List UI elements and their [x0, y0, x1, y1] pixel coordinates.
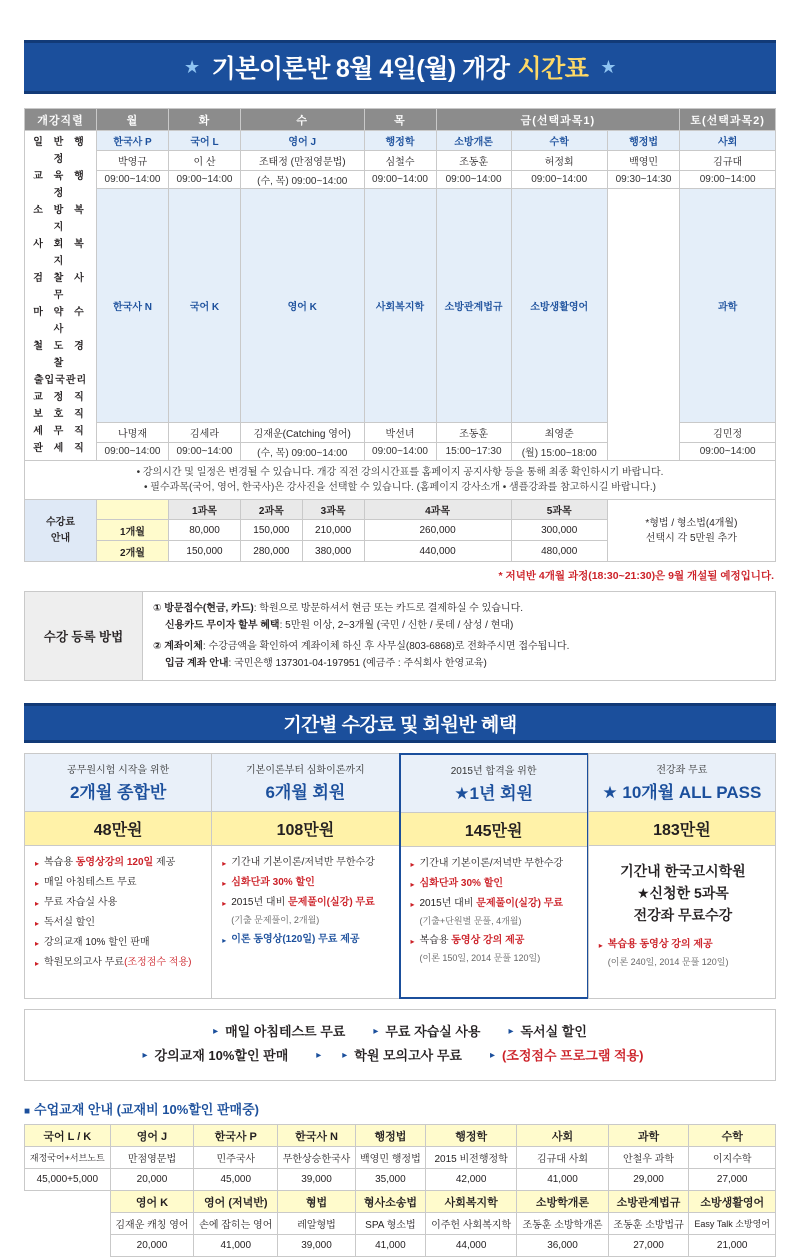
time-cell: 09:30~14:30 — [607, 171, 680, 189]
subject-cell: 국어 L — [169, 131, 241, 151]
left-item-0: 일 반 행 정 — [33, 137, 88, 165]
fee-value: 210,000 — [302, 520, 364, 541]
time-cell: 09:00~14:00 — [680, 171, 776, 189]
left-item-5: 마 약 수 사 — [33, 307, 88, 335]
teacher-cell: 조동훈 — [436, 151, 511, 171]
book-price: 41,000 — [517, 1169, 608, 1191]
time-cell: 09:00~14:00 — [680, 443, 776, 461]
book-header: 사회 — [517, 1125, 608, 1147]
book-price: 27,000 — [608, 1235, 689, 1257]
plan-item-sub: (기출 문제풀이, 2개월) — [231, 915, 320, 925]
subject-cell: 영어 K — [241, 189, 365, 423]
schedule-header-row — [25, 109, 776, 131]
benefit-item-note: ▸ (조정점수 프로그램 적용) — [490, 1048, 643, 1063]
subject-cell: 사회복지학 — [364, 189, 436, 423]
book-header: 한국사 P — [194, 1125, 278, 1147]
plan-header — [212, 754, 398, 811]
subject-cell: 국어 K — [169, 189, 241, 423]
star-icon-right: ★ — [600, 56, 617, 77]
plan-item: ▸ 매일 아침테스트 무료 — [35, 874, 203, 892]
time-cell: 09:00~14:00 — [436, 171, 511, 189]
schedule-header-0: 개강직렬 — [25, 109, 97, 131]
fee-row-name: 2개월 — [97, 541, 169, 562]
time-cell: 09:00~14:00 — [169, 171, 241, 189]
fee-corner — [97, 500, 169, 520]
subject-cell: 행정학 — [364, 131, 436, 151]
teacher-cell: 이 산 — [169, 151, 241, 171]
schedule-row-subject-2 — [25, 189, 776, 423]
banner-text-1: 기본이론반 — [211, 55, 330, 83]
schedule-notes-row — [25, 461, 776, 500]
register-body — [143, 592, 776, 681]
book-header: 형법 — [278, 1191, 356, 1213]
schedule-notes — [25, 461, 776, 500]
plan-card-6month[interactable] — [211, 753, 399, 999]
teacher-cell: 조태정 (만점영문법) — [241, 151, 365, 171]
books-header-row-2 — [25, 1191, 776, 1213]
book-header-empty — [25, 1191, 111, 1213]
books-name-row-2 — [25, 1213, 776, 1235]
book-name: 김규대 사회 — [517, 1147, 608, 1169]
book-price: 39,000 — [278, 1169, 356, 1191]
plan-card-1year[interactable] — [399, 753, 589, 999]
book-price: 45,000 — [194, 1169, 278, 1191]
benefit-item: ▸ 무료 자습실 사용 — [373, 1020, 480, 1044]
schedule-row-subject-1 — [25, 131, 776, 151]
time-cell: 09:00~14:00 — [364, 171, 436, 189]
book-name-empty — [25, 1213, 111, 1235]
schedule-header-1: 월 — [97, 109, 169, 131]
book-name: 2015 비전행정학 — [425, 1147, 516, 1169]
book-header: 영어 (저녁반) — [194, 1191, 278, 1213]
book-name: 조동훈 소방법규 — [608, 1213, 689, 1235]
register-line-3-body: : 수강금액을 확인하여 계좌이체 하신 후 사무실(803-6868)로 전화주시면 접수됩니다. — [202, 641, 570, 652]
square-bullet-icon: ■ — [24, 1106, 31, 1117]
book-price: 21,000 — [689, 1235, 776, 1257]
plan-price: 183만원 — [589, 811, 775, 846]
subject-cell: 소방생활영어 — [511, 189, 607, 423]
fee-col-1: 1과목 — [169, 500, 241, 520]
books-price-row-2 — [25, 1235, 776, 1257]
register-label: 수강 등록 방법 — [25, 592, 143, 681]
left-item-8: 교 정 직 — [33, 392, 88, 403]
benefits-row-1 — [25, 1020, 775, 1044]
book-header: 행정학 — [425, 1125, 516, 1147]
schedule-header-2: 화 — [169, 109, 241, 131]
book-header: 소방학개론 — [517, 1191, 608, 1213]
book-price: 29,000 — [608, 1169, 689, 1191]
fee-value: 280,000 — [241, 541, 303, 562]
time-cell: 09:00~14:00 — [169, 443, 241, 461]
fee-side-note — [607, 500, 775, 562]
schedule-header-4: 목 — [364, 109, 436, 131]
plan-item: ▸ 독서실 할인 — [35, 914, 203, 932]
plan-title: 2개월 종합반 — [69, 783, 167, 802]
schedule-row-teacher-1 — [25, 151, 776, 171]
benefits-row-2 — [25, 1044, 775, 1068]
fee-value: 150,000 — [169, 541, 241, 562]
fee-col-3: 3과목 — [302, 500, 364, 520]
book-name: 김재운 캐칭 영어 — [110, 1213, 194, 1235]
book-name: 민주국사 — [194, 1147, 278, 1169]
section3-title — [24, 1099, 776, 1118]
book-header: 한국사 N — [278, 1125, 356, 1147]
left-item-6: 철 도 경 찰 — [33, 341, 88, 369]
time-cell: 09:00~14:00 — [364, 443, 436, 461]
benefit-item: ▸ 매일 아침테스트 무료 — [213, 1020, 345, 1044]
register-line-4-title: 입금 계좌 안내 — [165, 658, 229, 669]
plan-body — [212, 846, 398, 996]
benefit-item: ▸ 강의교재 10%할인 판매 — [143, 1044, 289, 1068]
left-item-4: 검 찰 사 무 — [33, 273, 88, 301]
plan-title: ★1년 회원 — [454, 784, 533, 803]
plan-item: ▸ 심화단과 30% 할인 — [411, 875, 579, 893]
book-name: SPA 형소법 — [355, 1213, 425, 1235]
plan-subtitle: 전강좌 무료 — [656, 765, 708, 776]
register-line-2-body: : 5만원 이상, 2~3개월 (국민 / 신한 / 롯데 / 삼성 / 현대) — [279, 620, 514, 631]
left-item-1: 교 육 행 정 — [33, 171, 88, 199]
fee-col-2: 2과목 — [241, 500, 303, 520]
book-price: 35,000 — [355, 1169, 425, 1191]
time-cell: (수, 목) 09:00~14:00 — [241, 171, 365, 189]
book-price: 27,000 — [689, 1169, 776, 1191]
note-line-2: • 필수과목(국어, 영어, 한국사)은 강사진을 선택할 수 있습니다. (홈페이지 강사소개 • 샘플강좌를 참고하시길 바랍니다.) — [144, 482, 656, 493]
left-item-10: 세 무 직 — [33, 426, 88, 437]
teacher-cell: 허정회 — [511, 151, 607, 171]
book-price: 41,000 — [355, 1235, 425, 1257]
note-line-1: • 강의시간 및 일정은 변경될 수 있습니다. 개강 직전 강의시간표를 홈페이지 공지사항 등을 통해 최종 확인하시기 바랍니다. — [136, 467, 664, 478]
fee-col-5: 5과목 — [511, 500, 607, 520]
plan-body — [401, 847, 587, 997]
section3-title-text: 수업교재 안내 (교재비 10%할인 판매중) — [34, 1102, 259, 1117]
fee-label-line1: 수강료 — [46, 516, 75, 528]
fee-value: 380,000 — [302, 541, 364, 562]
book-name: 재정국어+서브노트 — [25, 1147, 111, 1169]
time-cell: (수, 목) 09:00~14:00 — [241, 443, 365, 461]
register-table — [24, 591, 776, 681]
plan-subtitle: 공무원시험 시작을 위한 — [67, 765, 170, 776]
fee-side-note-2: 선택시 각 5만원 추가 — [645, 532, 737, 544]
plan-item: ▸ 2015년 대비 문제풀이(실강) 무료 — [222, 894, 390, 912]
register-line-1-title: ① 방문접수(현금, 카드) — [153, 603, 254, 614]
book-header: 과학 — [608, 1125, 689, 1147]
book-price: 44,000 — [425, 1235, 516, 1257]
book-name: 무한상승한국사 — [278, 1147, 356, 1169]
book-header: 형사소송법 — [355, 1191, 425, 1213]
plan-price: 108만원 — [212, 811, 398, 846]
plan-item: ▸ 강의교재 10% 할인 판매 — [35, 934, 203, 952]
left-item-3: 사 회 복 지 — [33, 239, 88, 267]
schedule-header-5: 금(선택과목1) — [436, 109, 680, 131]
subject-cell: 한국사 N — [97, 189, 169, 423]
schedule-header-6: 토(선택과목2) — [680, 109, 776, 131]
left-item-9: 보 호 직 — [33, 409, 88, 420]
plan-price: 48만원 — [25, 811, 211, 846]
plan-item: ▸ 심화단과 30% 할인 — [222, 874, 390, 892]
book-price: 39,000 — [278, 1235, 356, 1257]
book-name: 만점영문법 — [110, 1147, 194, 1169]
plan-item: ▸ 이론 동영상(120일) 무료 제공 — [222, 931, 390, 949]
time-cell: 09:00~14:00 — [511, 171, 607, 189]
plan-item: ▸ 복습용 동영상 강의 제공 — [411, 932, 579, 950]
plan-header — [589, 754, 775, 811]
schedule-row-time-1 — [25, 171, 776, 189]
plan-center-line1: 기간내 한국고시학원 — [620, 863, 746, 879]
time-cell: (월) 15:00~18:00 — [511, 443, 607, 461]
teacher-cell: 박영규 — [97, 151, 169, 171]
book-header: 수학 — [689, 1125, 776, 1147]
fee-row-name: 1개월 — [97, 520, 169, 541]
book-name: Easy Talk 소방영어 — [689, 1213, 776, 1235]
plan-header — [25, 754, 211, 811]
fee-label-line2: 안내 — [50, 532, 71, 544]
book-price: 36,000 — [517, 1235, 608, 1257]
subject-cell: 과학 — [680, 189, 776, 423]
fee-value: 150,000 — [241, 520, 303, 541]
books-price-row-1 — [25, 1169, 776, 1191]
banner-text-3: 시간표 — [517, 55, 589, 83]
time-cell: 15:00~17:30 — [436, 443, 511, 461]
schedule-header-3: 수 — [241, 109, 365, 131]
subject-cell: 소방관계법규 — [436, 189, 511, 423]
fee-value: 300,000 — [511, 520, 607, 541]
plan-item: ▸ 복습용 동영상강의 120일 제공 — [35, 854, 203, 872]
time-cell: 09:00~14:00 — [97, 171, 169, 189]
plan-center-text — [599, 854, 767, 926]
plan-item-sub: (이론 150일, 2014 문풀 120일) — [419, 953, 541, 963]
left-item-2: 소 방 복 지 — [33, 205, 88, 233]
schedule-table — [24, 108, 776, 562]
book-name: 이지수학 — [689, 1147, 776, 1169]
subject-cell: 영어 J — [241, 131, 365, 151]
benefit-item-label: ▸ 학원 모의고사 무료 — [342, 1048, 462, 1063]
star-icon-left: ★ — [183, 56, 200, 77]
fee-value: 260,000 — [364, 520, 511, 541]
plan-subtitle: 기본이론부터 심화이론까지 — [246, 765, 365, 776]
register-line-1-body: : 학원으로 방문하셔서 현금 또는 카드로 결제하실 수 있습니다. — [253, 603, 524, 614]
teacher-cell: 백영민 — [607, 151, 680, 171]
banner-text-2: 8월 4일(월) 개강 — [335, 55, 510, 83]
fee-value: 480,000 — [511, 541, 607, 562]
book-header: 영어 K — [110, 1191, 194, 1213]
teacher-cell: 김규대 — [680, 151, 776, 171]
book-price: 20,000 — [110, 1169, 194, 1191]
teacher-cell: 김민정 — [680, 423, 776, 443]
left-item-7: 출입국관리 — [33, 375, 88, 386]
register-line-1 — [153, 600, 765, 617]
plan-center-line2: ★신청한 5과목 — [636, 885, 729, 901]
teacher-cell: 조동훈 — [436, 423, 511, 443]
teacher-cell: 김재운(Catching 영어) — [241, 423, 365, 443]
plan-subtitle: 2015년 합격을 위한 — [450, 766, 537, 777]
book-name: 레알형법 — [278, 1213, 356, 1235]
book-header: 행정법 — [355, 1125, 425, 1147]
section2-banner: 기간별 수강료 및 회원반 혜택 — [24, 703, 776, 743]
book-header: 사회복지학 — [425, 1191, 516, 1213]
plan-price: 145만원 — [401, 812, 587, 847]
book-name: 손에 잡히는 영어 — [194, 1213, 278, 1235]
book-price: 41,000 — [194, 1235, 278, 1257]
plan-title: 6개월 회원 — [265, 783, 346, 802]
book-price: 20,000 — [110, 1235, 194, 1257]
register-line-3-title: ② 계좌이체 — [153, 641, 203, 652]
register-line-2-title: 신용카드 무이자 할부 혜택 — [165, 620, 280, 631]
fee-value: 80,000 — [169, 520, 241, 541]
plan-body — [25, 846, 211, 996]
register-line-4 — [153, 655, 765, 672]
fee-header-row — [25, 500, 776, 520]
books-table — [24, 1124, 776, 1257]
book-name: 백영민 행정법 — [355, 1147, 425, 1169]
plan-body — [589, 846, 775, 996]
subject-cell: 수학 — [511, 131, 607, 151]
benefits-box — [24, 1009, 776, 1081]
plan-header — [401, 755, 587, 812]
book-header: 소방관계법규 — [608, 1191, 689, 1213]
teacher-cell: 심철수 — [364, 151, 436, 171]
plan-item-sub: (기출+단원별 문풀, 4개월) — [419, 916, 522, 926]
book-price: 42,000 — [425, 1169, 516, 1191]
fee-side-note-1: *형법 / 형소법(4개월) — [645, 517, 738, 529]
register-line-3 — [153, 638, 765, 655]
subject-cell-empty — [607, 189, 680, 461]
register-line-2 — [153, 617, 765, 634]
benefit-item: ▸ 독서실 할인 — [508, 1020, 586, 1044]
teacher-cell: 최영준 — [511, 423, 607, 443]
subject-cell: 행정법 — [607, 131, 680, 151]
plan-item: ▸ 무료 자습실 사용 — [35, 894, 203, 912]
book-header: 영어 J — [110, 1125, 194, 1147]
main-title-banner — [24, 40, 776, 94]
benefit-item — [316, 1044, 657, 1068]
book-name: 이주헌 사회복지학 — [425, 1213, 516, 1235]
register-line-4-body: : 국민은행 137301-04-197951 (예금주 : 주식회사 한영교육) — [228, 658, 487, 669]
book-header: 국어 L / K — [25, 1125, 111, 1147]
plan-center-line3: 전강좌 무료수강 — [633, 907, 733, 923]
teacher-cell: 박선녀 — [364, 423, 436, 443]
fee-value: 440,000 — [364, 541, 511, 562]
teacher-cell: 나명재 — [97, 423, 169, 443]
plan-item: ▸ 기간내 기본이론/저녁반 무한수강 — [411, 855, 579, 873]
subject-cell: 사회 — [680, 131, 776, 151]
book-header: 소방생활영어 — [689, 1191, 776, 1213]
teacher-cell: 김세라 — [169, 423, 241, 443]
fee-label — [25, 500, 97, 562]
plan-item: ▸ 복습용 동영상 강의 제공 — [599, 936, 767, 954]
schedule-left-column — [25, 131, 97, 461]
plan-title: ★ 10개월 ALL PASS — [602, 783, 762, 802]
subject-cell: 한국사 P — [97, 131, 169, 151]
book-price-empty — [25, 1235, 111, 1257]
plan-item: ▸ 2015년 대비 문제풀이(실강) 무료 — [411, 895, 579, 913]
books-header-row-1 — [25, 1125, 776, 1147]
plan-item-sub: (이론 240일, 2014 문풀 120일) — [607, 957, 729, 967]
plan-card-allpass[interactable] — [588, 753, 776, 999]
book-name: 조동훈 소방학개론 — [517, 1213, 608, 1235]
plans-container — [24, 753, 776, 999]
subject-cell: 소방개론 — [436, 131, 511, 151]
time-cell: 09:00~14:00 — [97, 443, 169, 461]
plan-item: ▸ 기간내 기본이론/저녁반 무한수강 — [222, 854, 390, 872]
evening-note: * 저녁반 4개월 과정(18:30~21:30)은 9월 개설될 예정입니다. — [498, 570, 774, 582]
plan-item: ▸ 학원모의고사 무료(조정점수 적용) — [35, 954, 203, 972]
book-name: 안철우 과학 — [608, 1147, 689, 1169]
book-price: 45,000+5,000 — [25, 1169, 111, 1191]
plan-card-2month[interactable] — [24, 753, 212, 999]
books-name-row-1 — [25, 1147, 776, 1169]
fee-col-4: 4과목 — [364, 500, 511, 520]
left-item-11: 관 세 직 — [33, 443, 88, 454]
